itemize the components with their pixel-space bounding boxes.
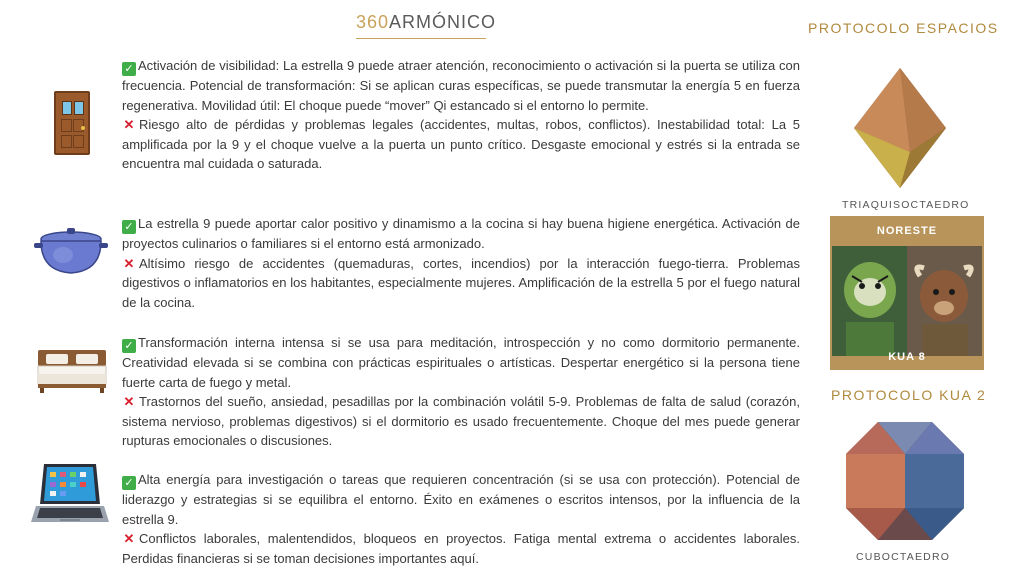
protocol-kua-title: PROTOCOLO KUA 2 <box>831 387 987 403</box>
section-negative: ✕ Trastornos del sueño, ansiedad, pesadillas por la combinación volátil 5-9. Problemas de falta de salud (corazón, sistema nervioso, problemas digestivos) si el dormitorio es usado frecuentemente. Choque del mes puede generar rupturas emocionales o discusiones. <box>122 394 800 449</box>
section-office <box>122 470 800 568</box>
cross-icon: ✕ <box>123 255 135 271</box>
triakis-octahedron-icon <box>850 66 950 190</box>
cuboctahedron-icon <box>842 418 968 544</box>
triakis-octahedron-caption: TRIAQUISOCTAEDRO <box>842 199 970 211</box>
section-entrance <box>122 56 800 174</box>
check-icon: ✓ <box>122 220 136 234</box>
check-icon: ✓ <box>122 476 136 490</box>
section-positive: ✓ Transformación interna intensa si se usa para meditación, introspección y no como dormitorio permanente. Creatividad elevada si se combina con prácticas espirituales o artísticas. Despertar energético si la persona tiene fuerte carta de fuego y metal. <box>122 335 800 390</box>
check-icon: ✓ <box>122 339 136 353</box>
kua-direction: NORESTE <box>876 225 938 237</box>
tiger-ox-illustration <box>832 246 982 356</box>
logo-underline <box>356 38 486 39</box>
cross-icon: ✕ <box>123 394 135 410</box>
cuboctahedron-caption: CUBOCTAEDRO <box>856 551 951 563</box>
section-negative: ✕ Conflictos laborales, malentendidos, bloqueos en proyectos. Fatiga mental extrema o accidentes laborales. Perdidas financieras si se toman decisiones importantes aquí. <box>122 531 800 566</box>
logo-word: ARMÓNICO <box>389 12 497 32</box>
laptop-icon <box>30 460 110 530</box>
cross-icon: ✕ <box>123 117 135 133</box>
kua-card <box>830 216 984 370</box>
pot-icon <box>33 225 109 277</box>
bed-icon <box>36 346 108 394</box>
section-positive: ✓ La estrella 9 puede aportar calor positivo y dinamismo a la cocina si hay buena higiene energética. Activación de proyectos culinarios o familiares si el entorno está armonizado. <box>122 216 800 251</box>
section-bedroom <box>122 333 800 451</box>
check-icon: ✓ <box>122 62 136 76</box>
section-positive: ✓ Activación de visibilidad: La estrella 9 puede atraer atención, reconocimiento o activación si la puerta se utiliza con frecuencia. Potencial de transformación: Si se aplican curas específicas, se puede transmutar la energía 5 en fuerza regenerativa. Movilidad útil: El choque puede “mover” Qi estancado si el entorno lo permite. <box>122 58 800 113</box>
logo-number: 360 <box>356 12 390 32</box>
cross-icon: ✕ <box>123 531 135 547</box>
section-positive: ✓ Alta energía para investigación o tareas que requieren concentración (si se usa con protección). Potencial de liderazgo y estrategias si se equilibra el entorno. Éxito en exámenes o escritos intensos, por la influencia de la estrella 9. <box>122 472 800 527</box>
brand-logo <box>356 12 496 33</box>
section-kitchen <box>122 214 800 312</box>
door-icon <box>54 91 90 155</box>
kua-number: KUA 8 <box>888 351 926 363</box>
section-negative: ✕ Riesgo alto de pérdidas y problemas legales (accidentes, multas, robos, conflictos). Inestabilidad total: La 5 amplificada por la 9 y el choque vuelve a la puerta un punto crítico. Desgaste emocional y estrés si la entrada se encuentra mal cuidada o saturada. <box>122 117 800 172</box>
protocol-spaces-title: PROTOCOLO ESPACIOS <box>808 20 999 36</box>
section-negative: ✕ Altísimo riesgo de accidentes (quemaduras, cortes, incendios) por la interacción fuego-tierra. Problemas digestivos o inflamatorios en los habitantes, especialmente mujeres. Amplificación de la estrella 5 por el fuego natural de la cocina. <box>122 255 800 310</box>
